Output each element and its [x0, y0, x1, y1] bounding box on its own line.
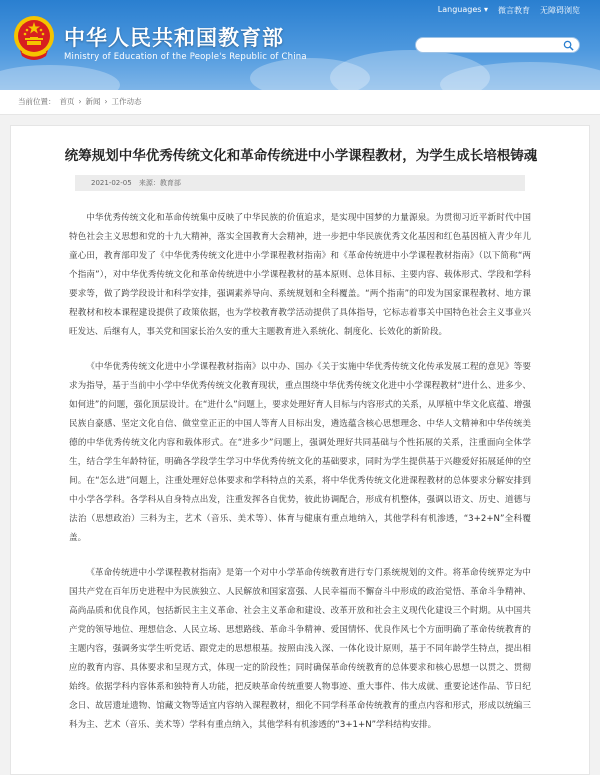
search-input[interactable] — [422, 44, 562, 58]
breadcrumb — [0, 90, 600, 115]
breadcrumb-work-news[interactable]: 工作动态 — [111, 97, 142, 106]
breadcrumb-separator: › — [78, 97, 82, 106]
languages-link[interactable]: Languages ▾ — [437, 5, 488, 14]
top-links — [438, 5, 580, 16]
breadcrumb-separator: › — [104, 97, 108, 106]
breadcrumb-news[interactable]: 新闻 — [85, 97, 101, 106]
article-source: 来源：教育部 — [138, 179, 181, 187]
article-date: 2021-02-05 — [91, 179, 132, 187]
cloud-decoration — [0, 65, 120, 90]
breadcrumb-prefix: 当前位置： — [18, 97, 56, 106]
article-paragraph: 中华优秀传统文化和革命传统集中反映了中华民族的价值追求，是实现中国梦的力量源泉。为贯彻习近平新时代中国特色社会主义思想和党的十九大精神，落实全国教育大会精神，进一步把中华民族优秀文化基因和红色基因植入青少年儿童心田，教育部印发了《中华优秀传统文化进中小学课程教材指南》和《革命传统进中小学课程教材指南》（以下简称“两个指南”），对中华优秀传统文化和革命传统进中小学课程教材的基本原则、总体目标、主要内容、载体形式、学段和学科要求等，做了跨学段设计和科学安排，强调素养导向、系统规划和全科覆盖。“两个指南”的印发为国家课程教材、地方课程教材和校本课程建设提供了政策依据，也为学校教育教学活动提供了具体指导，它标志着事关中国特色社会主义事业兴旺发达、后继有人，事关党和国家长治久安的重大主题教育进入系统化、制度化、长效化的新阶段。 — [69, 213, 531, 337]
search-box — [415, 37, 580, 53]
article-meta — [75, 175, 525, 191]
site-title-cn[interactable]: 中华人民共和国教育部 — [64, 25, 284, 50]
article-card — [10, 125, 590, 775]
site-title-en: Ministry of Education of the People's Republic of China — [64, 52, 307, 62]
accessibility-link[interactable]: 无障碍浏览 — [540, 6, 580, 15]
weiyan-education-link[interactable]: 微言教育 — [498, 6, 530, 15]
article-body — [69, 209, 531, 751]
breadcrumb-home[interactable]: 首页 — [59, 97, 75, 106]
article-paragraph: 《革命传统进中小学课程教材指南》是第一个对中小学革命传统教育进行专门系统规划的文件。将革命传统界定为中国共产党在百年历史进程中为民族独立、人民解放和国家富强、人民幸福而不懈奋斗中形成的政治觉悟、革命斗争精神、高尚品质和优良作风，包括新民主主义革命、社会主义革命和建设、改革开放和社会主义现代化建设三个时期。从中国共产党的领导地位、理想信念、人民立场、思想路线、革命斗争精神、爱国情怀、优良作风七个方面明确了革命传统教育的主题内容，强调务实学生听党话、跟党走的思想根基。按照由浅入深、一体化设计原则，基于不同年龄学生特点，提出相应的教育内容、具体要求和呈现方式，体现一定的阶段性；同时确保革命传统教育的总体要求和核心思想一以贯之、贯彻始终。依据学科内容体系和独特育人功能，把反映革命传统重要人物事迹、重大事件、伟大成就、重要论述作品、节日纪念日、故居遗址遗物、馆藏文物等适宜内容纳入课程教材，细化不同学科革命传统教育的重点内容和形式，形成以统编三科为主、艺术（音乐、美术等）学科有重点纳入，其他学科有机渗透的“3+1+N”学科结构安排。 — [69, 568, 531, 730]
national-emblem-icon[interactable] — [12, 14, 56, 64]
article-paragraph: 《中华优秀传统文化进中小学课程教材指南》以中办、国办《关于实施中华优秀传统文化传承发展工程的意见》等要求为指导，基于当前中小学中华优秀传统文化教育现状，重点围绕中华优秀传统文化进中小学课程教材“进什么、进多少、如何进”的问题，强化顶层设计。在“进什么”问题上，要求处理好育人目标与内容形式的关系，从厚植中华文化底蕴、增强民族自豪感、坚定文化自信、做堂堂正正的中国人等育人目标出发，遴选蕴含核心思想理念、中华人文精神和中华传统美德的中华优秀传统文化内容和载体形式。在“进多少”问题上，强调处理好共同基础与个性拓展的关系，注重面向全体学生，结合学生年龄特征，明确各学段学生学习中华优秀传统文化的基础要求，同时为学生提供基于兴趣爱好拓展延伸的空间。在“怎么进”问题上，注重处理好总体要求和学科特点的关系，将中华优秀传统文化进课程教材的总体要求分解安排到中小学各学科。各学科从自身特点出发，注重发挥各自优势，彼此协调配合，形成有机整体，强调以语文、历史、道德与法治（思想政治）三科为主，艺术（音乐、美术等）、体育与健康有重点地纳入，其他学科有机渗透，“3+2+N”全科覆盖。 — [69, 362, 531, 543]
article-title: 统筹规划中华优秀传统文化和革命传统进中小学课程教材，为学生成长培根铸魂 — [64, 148, 538, 164]
site-header — [0, 0, 600, 90]
search-icon[interactable] — [563, 40, 574, 51]
